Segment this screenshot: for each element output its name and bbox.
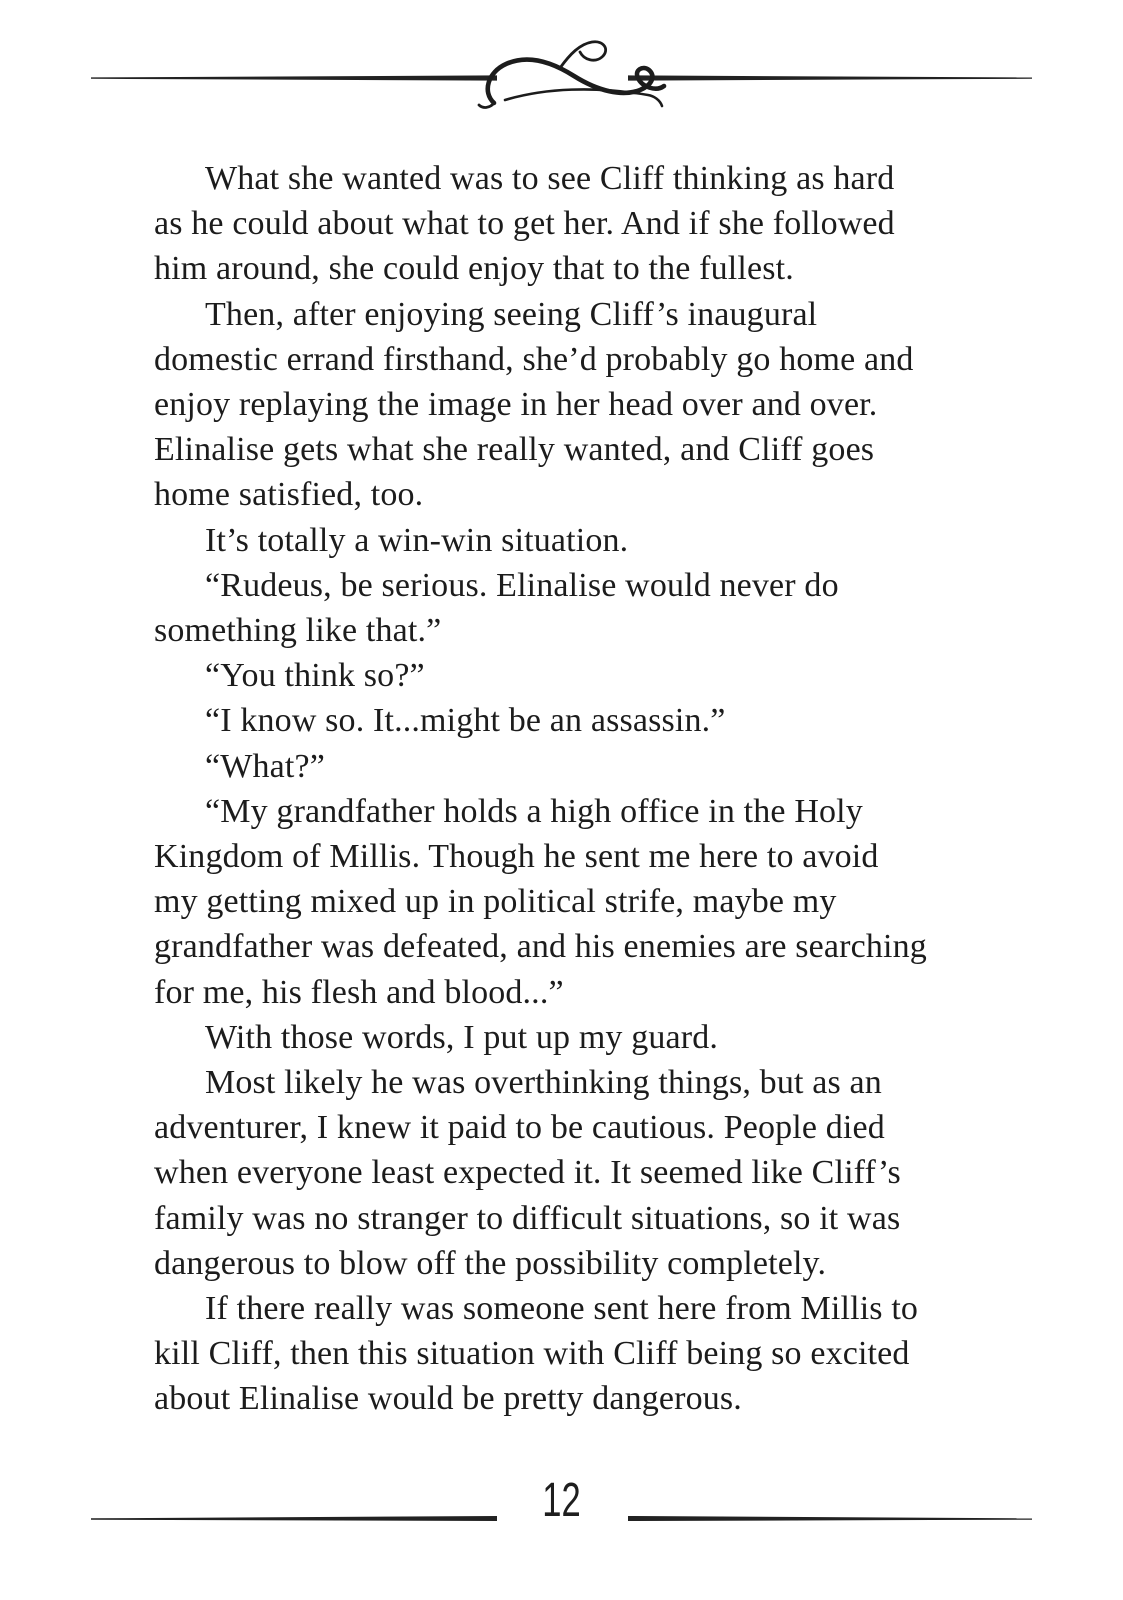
text-line: Then, after enjoying seeing Cliff’s inaugural	[205, 295, 818, 333]
header-divider-ornament	[0, 0, 1123, 130]
text-line: when everyone least expected it. It seemed like Cliff’s	[154, 1154, 901, 1192]
flourish-icon	[479, 42, 664, 108]
text-line: adventurer, I knew it paid to be cautious. People died	[154, 1109, 885, 1147]
text-line: enjoy replaying the image in her head over and over.	[154, 386, 878, 424]
text-line: my getting mixed up in political strife, maybe my	[154, 883, 837, 921]
text-line: him around, she could enjoy that to the fullest.	[154, 250, 794, 288]
text-line: “Rudeus, be serious. Elinalise would never do	[205, 566, 839, 604]
page-text	[154, 156, 927, 1422]
text-line: “My grandfather holds a high office in the Holy	[205, 792, 863, 830]
text-line: as he could about what to get her. And if she followed	[154, 205, 895, 243]
text-line: home satisfied, too.	[154, 476, 424, 514]
text-line: What she wanted was to see Cliff thinking as hard	[205, 160, 895, 197]
text-line: family was no stranger to difficult situations, so it was	[154, 1199, 901, 1237]
text-line: Kingdom of Millis. Though he sent me here to avoid	[154, 838, 879, 876]
text-line: With those words, I put up my guard.	[205, 1018, 719, 1056]
text-line: If there really was someone sent here from Millis to	[205, 1290, 919, 1328]
text-line: “You think so?”	[205, 657, 425, 695]
text-line: “I know so. It...might be an assassin.”	[205, 702, 726, 740]
text-line: grandfather was defeated, and his enemies are searching	[154, 928, 927, 966]
text-line: It’s totally a win-win situation.	[205, 521, 629, 559]
text-line: something like that.”	[154, 612, 442, 650]
text-line: Elinalise gets what she really wanted, and Cliff goes	[154, 431, 875, 469]
text-line: Most likely he was overthinking things, but as an	[205, 1064, 882, 1102]
text-line: domestic errand firsthand, she’d probably go home and	[154, 340, 914, 378]
text-line: about Elinalise would be pretty dangerous.	[154, 1380, 742, 1418]
text-line: dangerous to blow off the possibility completely.	[154, 1244, 827, 1282]
text-line: kill Cliff, then this situation with Cliff being so excited	[154, 1335, 910, 1373]
text-line: for me, his flesh and blood...”	[154, 973, 564, 1011]
text-line: “What?”	[205, 747, 325, 785]
page-number: 12	[542, 1474, 581, 1527]
header-rule-right	[628, 75, 1032, 80]
header-rule-left	[91, 75, 497, 80]
